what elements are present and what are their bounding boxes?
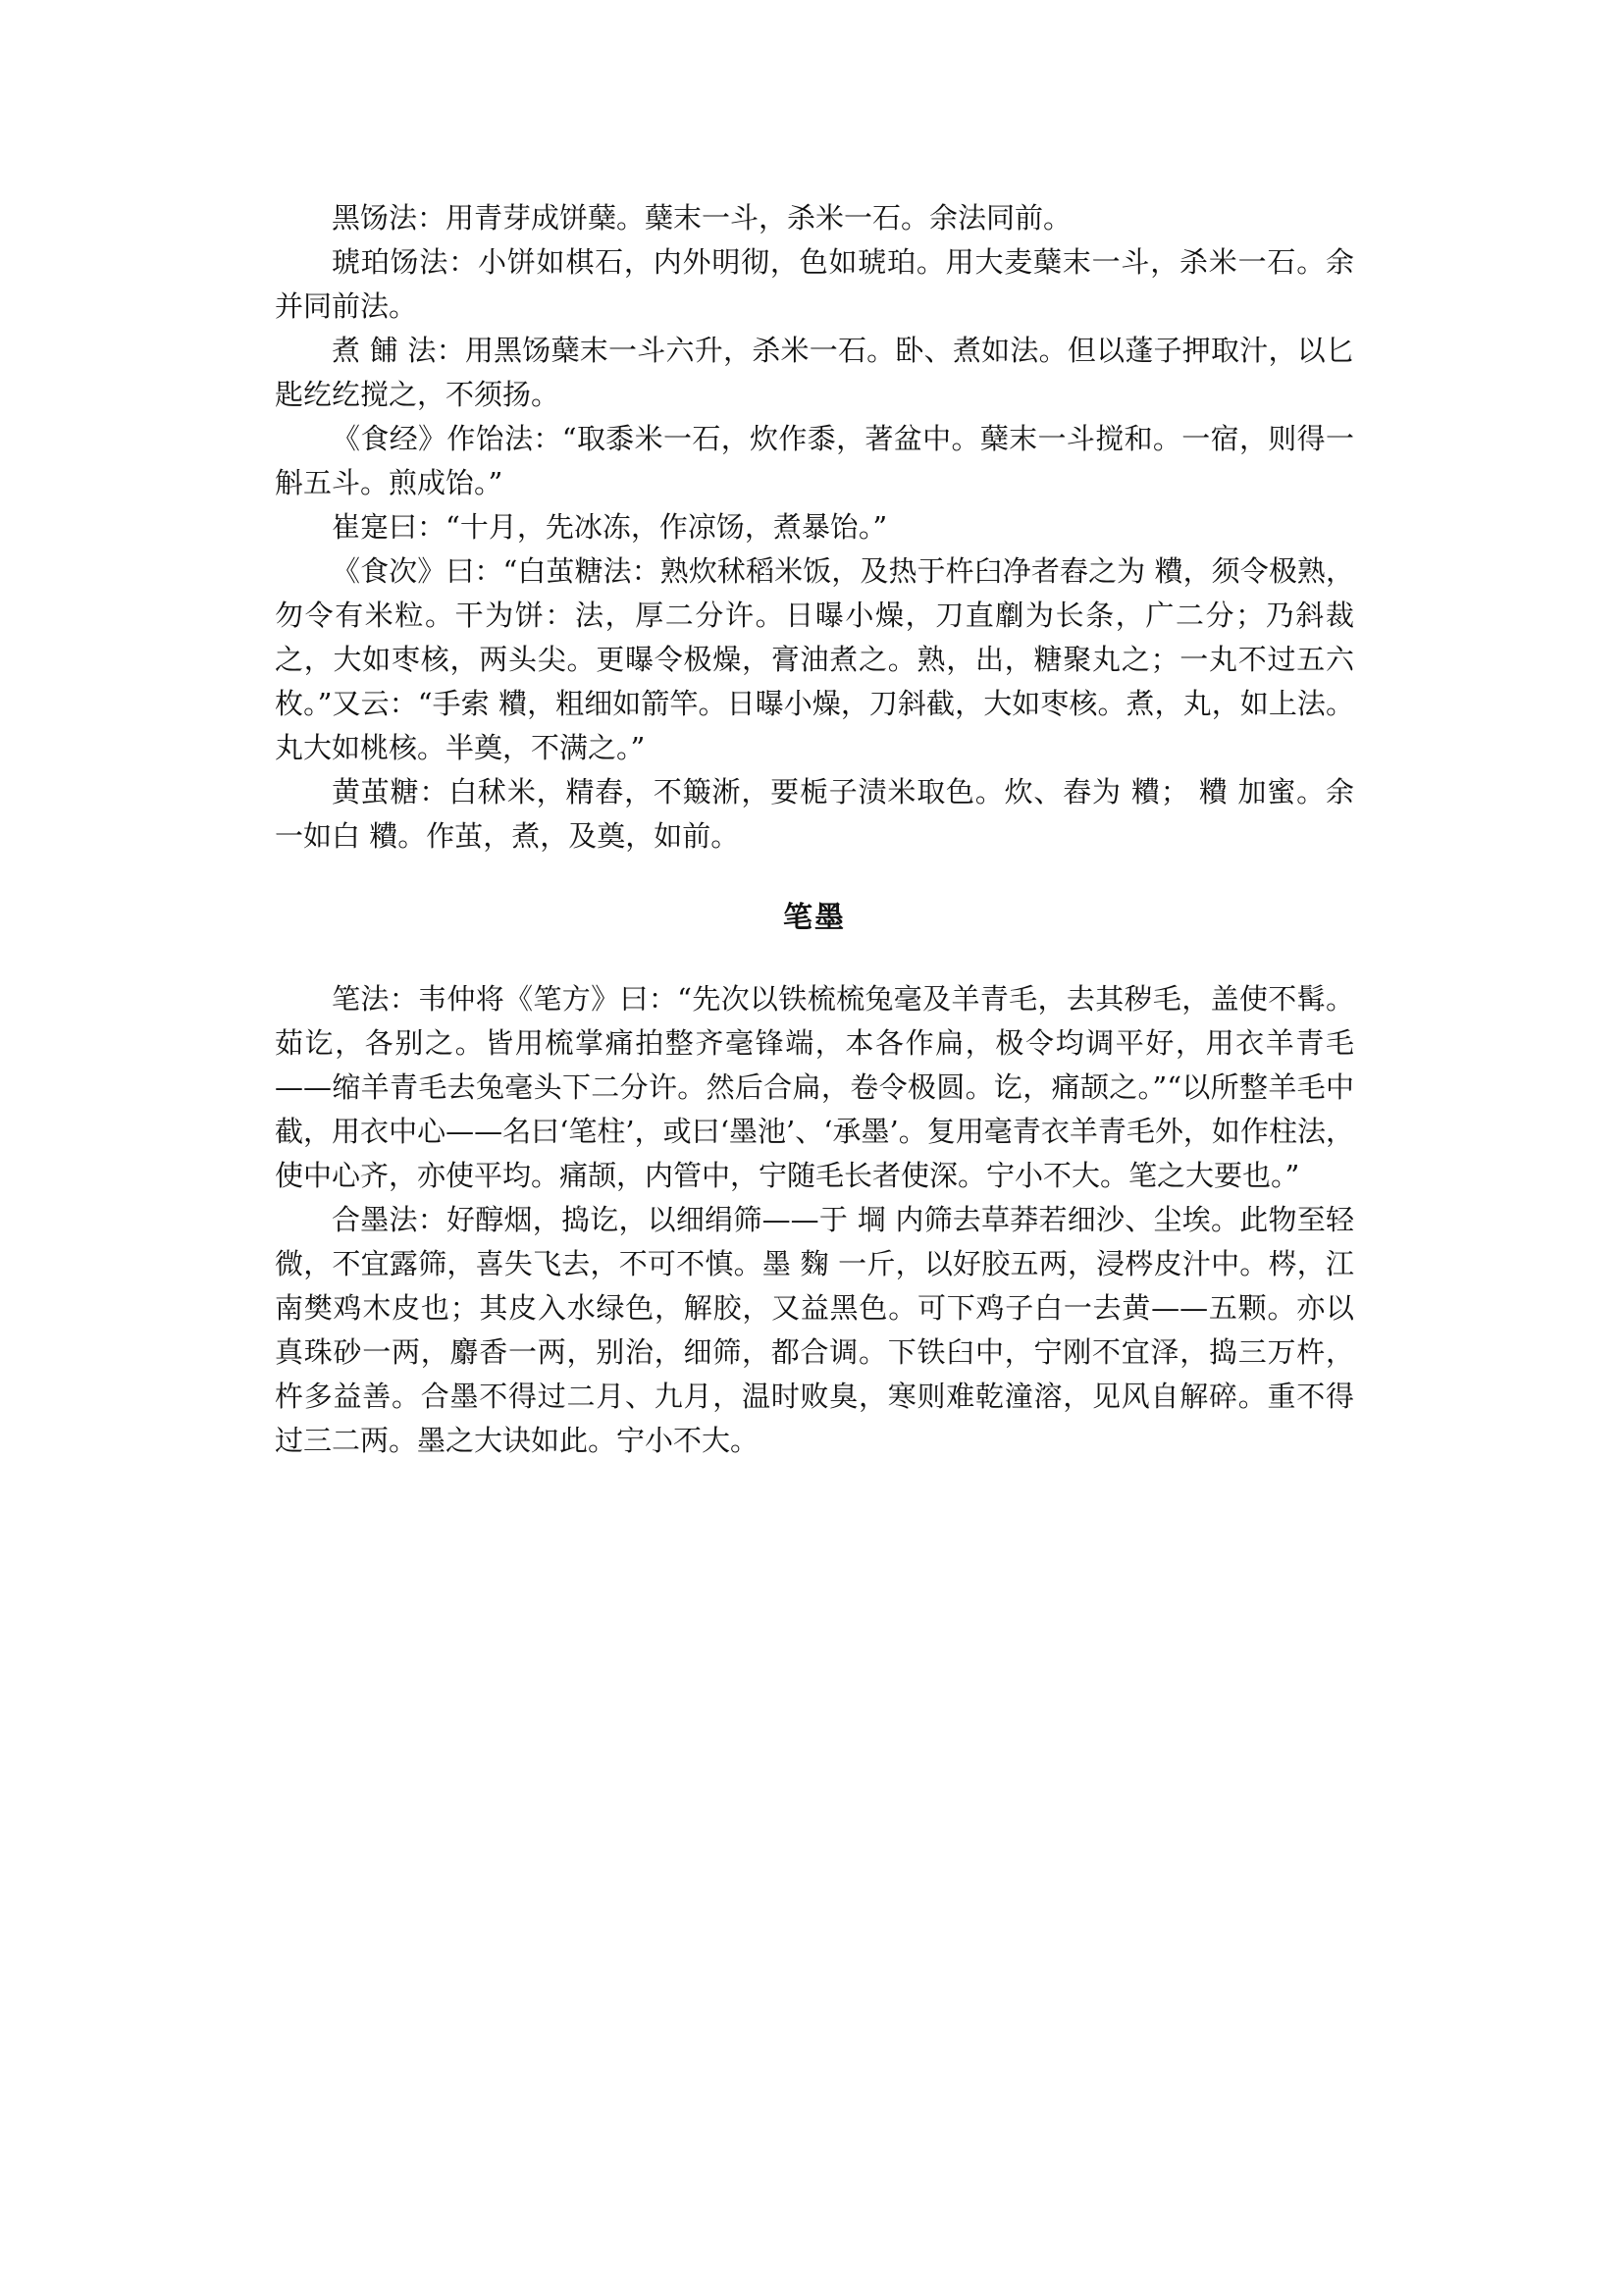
paragraph-ink-method: 合墨法：好醇烟，捣讫，以细绢筛——于 堈 内筛去草莽若细沙、尘埃。此物至轻微，不宜露筛，喜失飞去，不可不慎。墨 麴 一斤，以好胶五两，浸梣皮汁中。梣，江南樊鸡木皮也；其皮入水绿色，解胶，又益黑色。可下鸡子白一去黄——五颗。亦以真珠砂一两，麝香一两，别治，细筛，都合调。下铁臼中，宁刚不宜泽，捣三万杵，杵多益善。合墨不得过二月、九月，温时败臭，寒则难乾潼溶，见风自解碎。重不得过三二两。墨之大诀如此。宁小不大。 (275, 1203, 1354, 1457)
paragraph-brush-method: 笔法：韦仲将《笔方》曰：“先次以铁梳梳兔毫及羊青毛，去其秽毛，盖使不髯。茹讫，各别之。皆用梳掌痛拍整齐毫锋端，本各作扁，极令均调平好，用衣羊青毛——缩羊青毛去兔毫头下二分许。然后合扁，卷令极圆。讫，痛颉之。”“以所整羊毛中截，用衣中心——名曰‘笔柱’，或曰‘墨池’、‘承墨’。复用毫青衣羊青毛外，如作柱法，使中心齐，亦使平均。痛颉，内管中，宁随毛长者使深。宁小不大。笔之大要也。” (275, 982, 1354, 1192)
paragraph-black-malt-sugar: 黑饧法：用青芽成饼蘖。蘖末一斗，杀米一石。余法同前。 (332, 201, 1073, 235)
paragraph-shijing-yi: 《食经》作饴法：“取黍米一石，炊作黍，著盆中。蘖末一斗搅和。一宿，则得一斛五斗。煎成饴。” (275, 422, 1354, 499)
paragraph-shici-white-cocoon-sugar: 《食次》曰：“白茧糖法：熟炊秫稻米饭，及热于杵臼净者舂之为 䊧，须令极熟，勿令有米粒。干为饼：法，厚二分许。日曝小燥，刀直劘为长条，广二分；乃斜裁之，大如枣核，两头尖。更曝令极燥，膏油煮之。熟，出，糖聚丸之；一丸不过五六枚。”又云：“手索 䊧，粗细如箭竿。日曝小燥，刀斜截，大如枣核。煮，丸，如上法。丸大如桃核。半奠，不满之。” (275, 554, 1354, 764)
paragraph-amber-malt-sugar: 琥珀饧法：小饼如棋石，内外明彻，色如琥珀。用大麦蘖末一斗，杀米一石。余并同前法。 (275, 245, 1354, 323)
paragraph-yellow-cocoon-sugar: 黄茧糖：白秫米，精舂，不簸淅，要栀子渍米取色。炊、舂为 䊧； 䊧 加蜜。余一如白 䊧。作茧，煮，及奠，如前。 (275, 775, 1354, 853)
section-title-brush-ink: 笔墨 (783, 901, 846, 935)
paragraph-cui-shi: 崔寔曰：“十月，先冰冻，作凉饧，煮暴饴。” (332, 510, 888, 544)
document-body (275, 196, 1354, 1463)
paragraph-boiled-bu: 煮 餔 法：用黑饧蘖末一斗六升，杀米一石。卧、煮如法。但以蓬子押取汁，以匕匙纥纥搅之，不须扬。 (275, 334, 1354, 411)
